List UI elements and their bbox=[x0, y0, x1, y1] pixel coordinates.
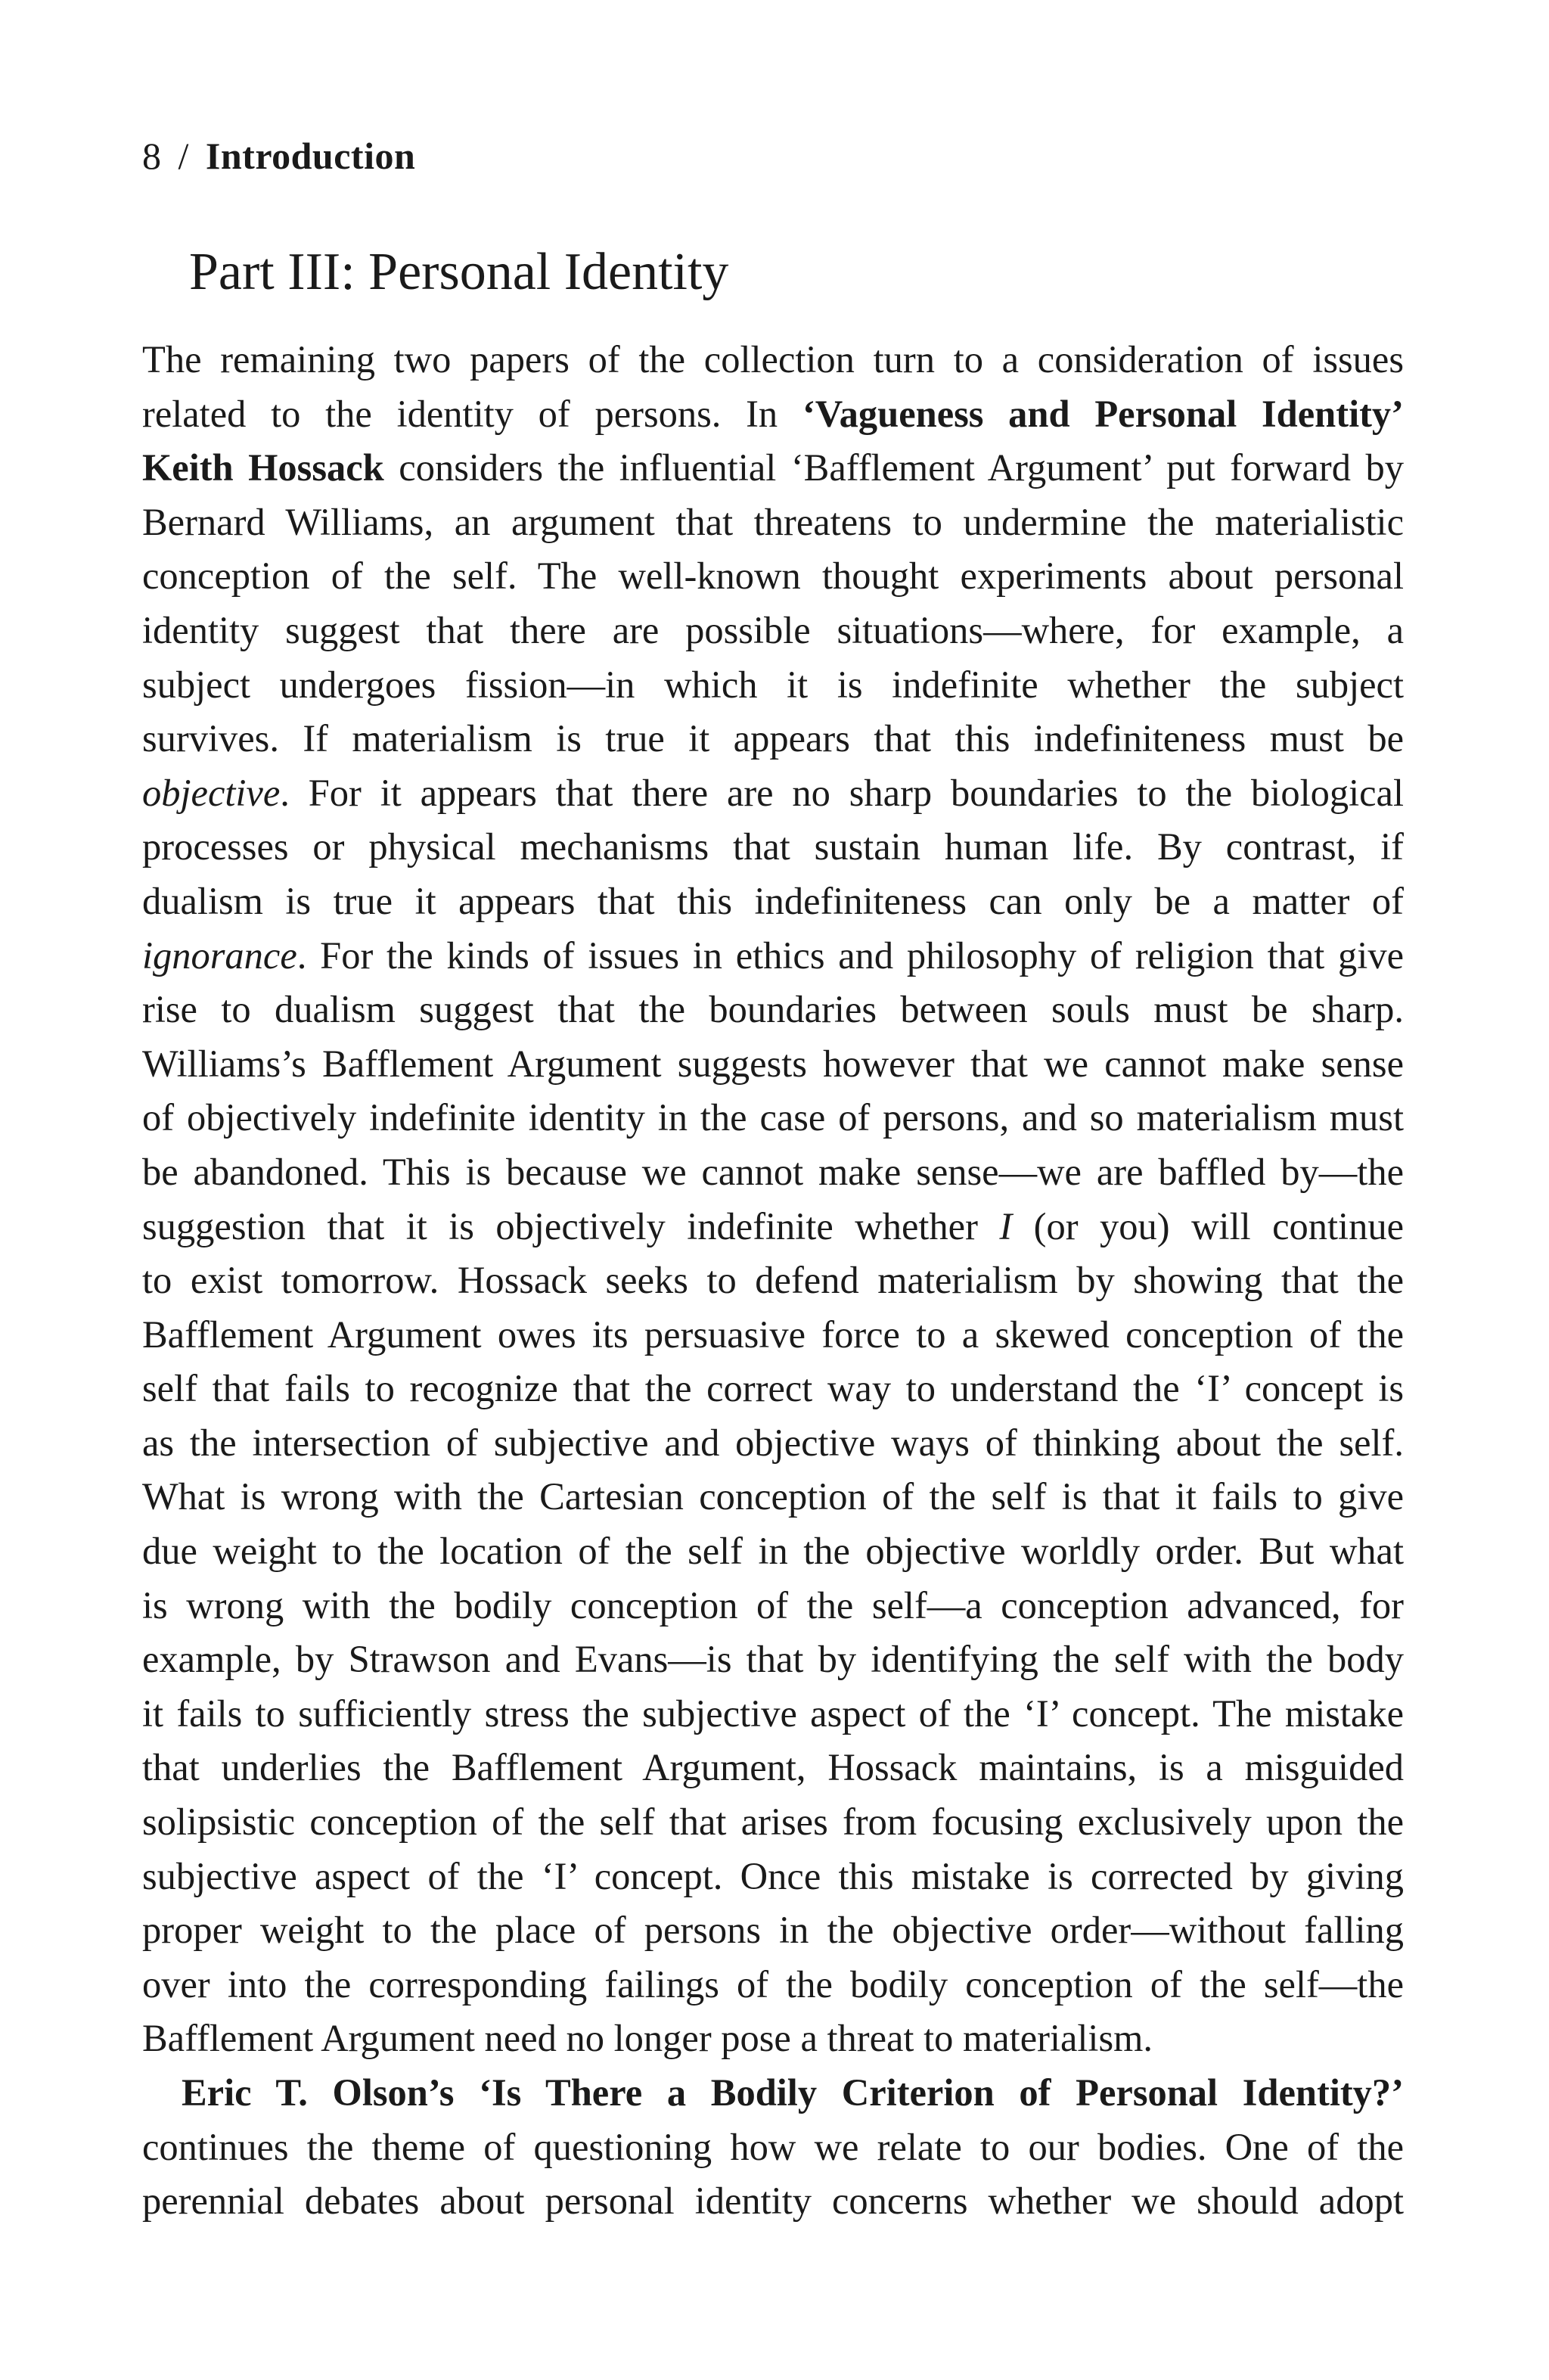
text-line bbox=[142, 1200, 1404, 1254]
paragraph-1 bbox=[142, 333, 1404, 2066]
text-run: considers the influential ‘Bafflement Argument’ put forward by bbox=[383, 446, 1404, 489]
text-line: What is wrong with the Cartesian conception of the self is that it fails to give bbox=[142, 1475, 1404, 1518]
text-line bbox=[142, 387, 1404, 442]
text-line: to exist tomorrow. Hossack seeks to defend materialism by showing that the bbox=[142, 1259, 1404, 1302]
italic-term: ignorance bbox=[142, 934, 297, 977]
running-header bbox=[142, 133, 415, 179]
text-line: proper weight to the place of persons in the objective order—without falling bbox=[142, 1909, 1404, 1952]
text-line: Bafflement Argument need no longer pose a threat to materialism. bbox=[142, 2017, 1153, 2060]
essay-title-bold: Eric T. Olson’s ‘Is There a Bodily Criterion of Personal Identity?’ bbox=[182, 2071, 1404, 2114]
text-line: The remaining two papers of the collection turn to a consideration of issues bbox=[142, 338, 1404, 381]
text-line: self that fails to recognize that the correct way to understand the ‘I’ concept is bbox=[142, 1367, 1404, 1410]
text-line bbox=[142, 441, 1404, 496]
text-line: is wrong with the bodily conception of the self—a conception advanced, for bbox=[142, 1583, 1404, 1627]
text-line: survives. If materialism is true it appears that this indefiniteness must be bbox=[142, 717, 1404, 760]
text-run: . For the kinds of issues in ethics and philosophy of religion that give bbox=[296, 934, 1404, 977]
text-line: example, by Strawson and Evans—is that by identifying the self with the body bbox=[142, 1638, 1404, 1681]
text-line: Williams’s Bafflement Argument suggests however that we cannot make sense bbox=[142, 1042, 1404, 1085]
text-line: over into the corresponding failings of the bodily conception of the self—the bbox=[142, 1962, 1404, 2006]
paragraph-2 bbox=[142, 2066, 1404, 2229]
text-line: conception of the self. The well-known thought experiments about personal bbox=[142, 555, 1404, 598]
text-line: it fails to sufficiently stress the subjective aspect of the ‘I’ concept. The mistake bbox=[142, 1692, 1404, 1735]
text-line: rise to dualism suggest that the boundaries between souls must be sharp. bbox=[142, 988, 1404, 1031]
text-line bbox=[142, 929, 1404, 983]
text-line: due weight to the location of the self in the objective worldly order. But what bbox=[142, 1530, 1404, 1573]
text-line bbox=[142, 766, 1404, 821]
text-line: processes or physical mechanisms that sustain human life. By contrast, if bbox=[142, 825, 1404, 868]
text-line: of objectively indefinite identity in the case of persons, and so materialism must bbox=[142, 1096, 1404, 1139]
text-line: identity suggest that there are possible situations—where, for example, a bbox=[142, 608, 1404, 651]
text-line: solipsistic conception of the self that arises from focusing exclusively upon the bbox=[142, 1801, 1404, 1844]
page-number: 8 bbox=[142, 135, 162, 177]
text-run: suggestion that it is objectively indefinite whether bbox=[142, 1204, 1000, 1247]
section-title: Introduction bbox=[205, 135, 416, 177]
italic-term: objective bbox=[142, 771, 281, 814]
text-line: subjective aspect of the ‘I’ concept. Once this mistake is corrected by giving bbox=[142, 1854, 1404, 1897]
text-line: Bafflement Argument owes its persuasive force to a skewed conception of the bbox=[142, 1313, 1404, 1356]
italic-term: I bbox=[999, 1204, 1013, 1247]
text-line: continues the theme of questioning how we relate to our bodies. One of the bbox=[142, 2125, 1404, 2168]
body-text bbox=[142, 333, 1404, 2229]
text-line: that underlies the Bafflement Argument, Hossack maintains, is a misguided bbox=[142, 1746, 1404, 1789]
text-line: as the intersection of subjective and objective ways of thinking about the self. bbox=[142, 1421, 1404, 1464]
author-name-bold: Keith Hossack bbox=[142, 446, 384, 489]
text-run: related to the identity of persons. In bbox=[142, 392, 802, 435]
text-run: (or you) will continue bbox=[1012, 1204, 1404, 1247]
text-line: subject undergoes fission—in which it is indefinite whether the subject bbox=[142, 663, 1404, 706]
text-line: dualism is true it appears that this indefiniteness can only be a matter of bbox=[142, 879, 1404, 922]
header-separator: / bbox=[178, 135, 189, 177]
text-run: . For it appears that there are no sharp boundaries to the biological bbox=[280, 771, 1404, 814]
part-heading: Part III: Personal Identity bbox=[189, 243, 729, 301]
text-line: be abandoned. This is because we cannot make sense—we are baffled by—the bbox=[142, 1150, 1404, 1193]
text-line: Bernard Williams, an argument that threatens to undermine the materialistic bbox=[142, 500, 1404, 543]
text-line: perennial debates about personal identity concerns whether we should adopt bbox=[142, 2180, 1404, 2223]
essay-title-bold: ‘Vagueness and Personal Identity’ bbox=[802, 392, 1404, 435]
